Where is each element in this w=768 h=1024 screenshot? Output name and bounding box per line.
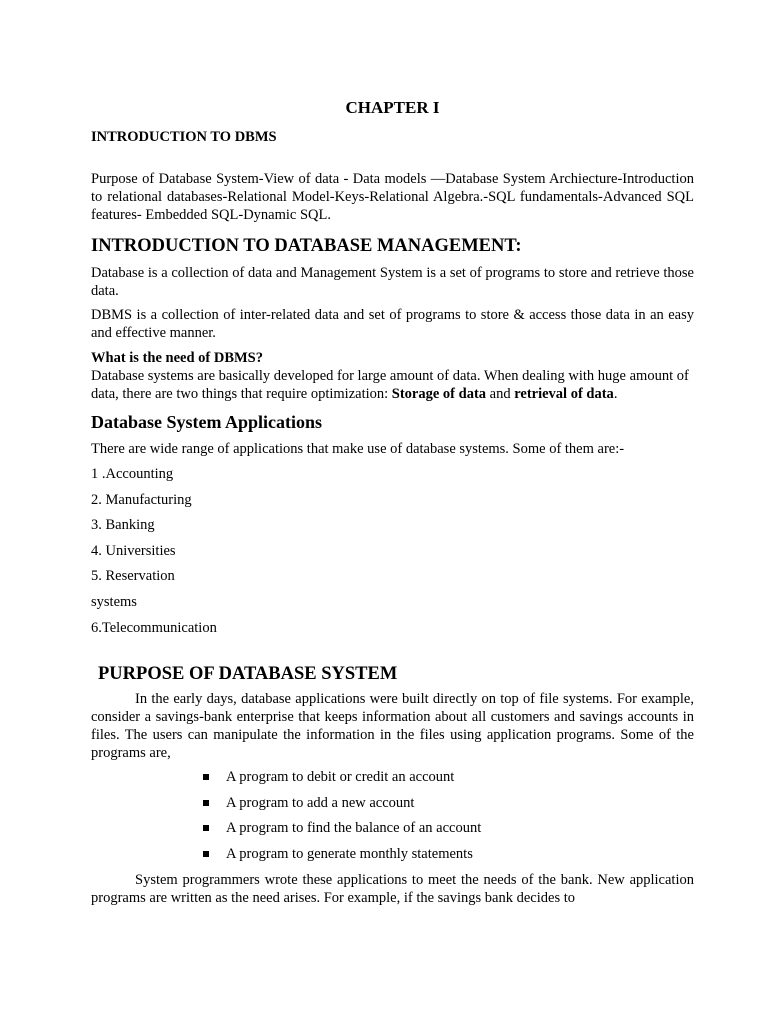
- square-bullet-icon: [203, 774, 209, 780]
- syllabus-paragraph: Purpose of Database System-View of data - Data models —Database System Archiecture-Introduction to relational databases-Relational Model-Keys-Relational Algebra.-SQL fundamentals-Advanced SQL features- Embedded SQL-Dynamic SQL.: [91, 171, 694, 223]
- purpose-paragraph-1: In the early days, database applications were built directly on top of file systems. For example, consider a savings-bank enterprise that keeps information about all customers and savings accounts in files. The users can manipulate the information in the files using application programs. Some of the programs are,: [91, 691, 694, 762]
- square-bullet-icon: [203, 825, 209, 831]
- list-item: [91, 794, 694, 812]
- bullet-text: A program to find the balance of an account: [226, 820, 482, 837]
- purpose-heading: PURPOSE OF DATABASE SYSTEM: [98, 664, 398, 685]
- chapter-title: CHAPTER I: [345, 98, 440, 117]
- intro-paragraph-2: DBMS is a collection of inter-related data and set of programs to store & access those data in an easy and effective manner.: [91, 307, 694, 341]
- bullet-text: A program to generate monthly statements: [226, 845, 473, 862]
- need-question: What is the need of DBMS?: [91, 350, 263, 366]
- square-bullet-icon: [203, 800, 209, 806]
- square-bullet-icon: [203, 851, 209, 857]
- list-item: [91, 845, 694, 863]
- list-item: [91, 768, 694, 786]
- applications-intro: There are wide range of applications that make use of database systems. Some of them are:-: [91, 441, 625, 457]
- purpose-bullet-list: [91, 768, 694, 863]
- list-item: systems: [91, 593, 137, 610]
- need-answer: [91, 367, 694, 403]
- need-bold-retrieval: retrieval of data: [514, 386, 614, 402]
- list-item: 3. Banking: [91, 517, 155, 534]
- list-item: 1 .Accounting: [91, 466, 174, 482]
- list-item: 2. Manufacturing: [91, 491, 192, 508]
- applications-heading: Database System Applications: [91, 412, 323, 432]
- purpose-paragraph-2: System programmers wrote these applications to meet the needs of the bank. New application programs are written as the need arises. For example, if the savings bank decides to: [91, 871, 694, 906]
- need-bold-storage: Storage of data: [391, 386, 487, 402]
- need-answer-text: Database systems are basically developed for large amount of data. When dealing with huge amount of data, there are two things that require optimization:: [91, 368, 689, 402]
- need-answer-and: and: [486, 386, 515, 402]
- applications-list: [91, 465, 694, 637]
- list-item: [91, 819, 694, 837]
- chapter-subtitle: INTRODUCTION TO DBMS: [91, 129, 277, 145]
- intro-paragraph-1: Database is a collection of data and Management System is a set of programs to store and retrieve those data.: [91, 265, 694, 299]
- page-content: [91, 97, 694, 907]
- bullet-text: A program to add a new account: [226, 794, 415, 811]
- bullet-text: A program to debit or credit an account: [226, 769, 455, 786]
- intro-heading: INTRODUCTION TO DATABASE MANAGEMENT:: [91, 236, 522, 256]
- list-item: 5. Reservation: [91, 568, 175, 585]
- list-item: 4. Universities: [91, 542, 176, 559]
- list-item: 6.Telecommunication: [91, 619, 217, 636]
- need-answer-end: .: [613, 386, 618, 402]
